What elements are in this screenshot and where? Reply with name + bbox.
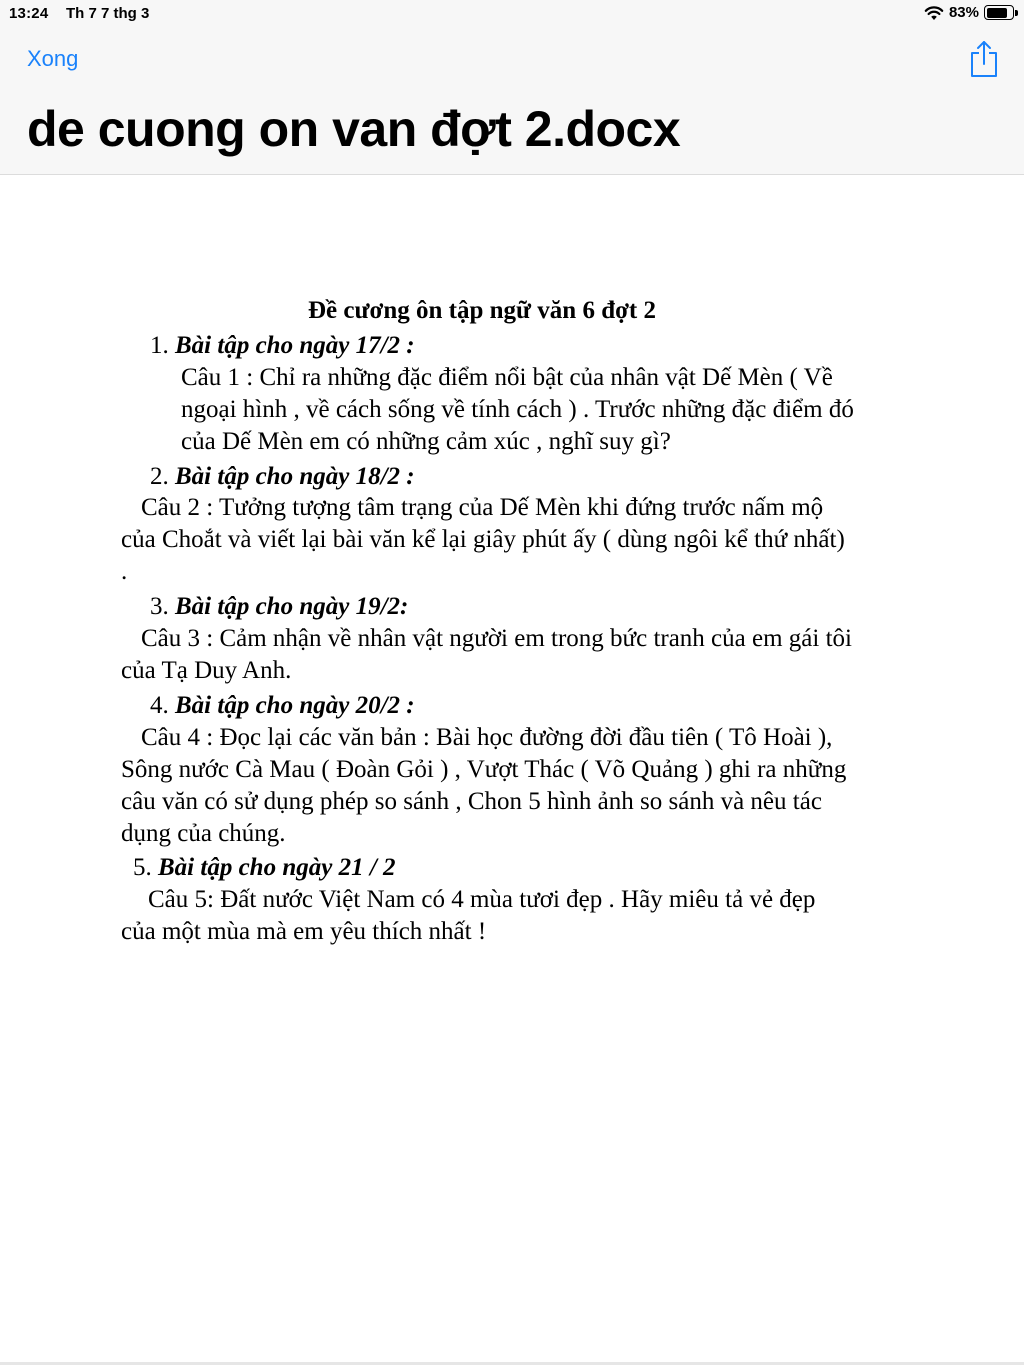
section-number: 4. [150, 692, 169, 719]
done-button[interactable]: Xong [27, 46, 79, 71]
section-number: 1. [150, 332, 169, 359]
section-heading [133, 852, 396, 884]
status-bar [0, 0, 1024, 28]
section-heading [150, 591, 408, 623]
battery-cap [1015, 10, 1018, 16]
document-heading: Đề cương ôn tập ngữ văn 6 đợt 2 [308, 297, 657, 324]
page-title: de cuong on van đợt 2.docx [27, 101, 681, 157]
section-heading [150, 690, 415, 722]
navigation-header [0, 0, 1024, 175]
share-icon [969, 40, 999, 78]
paragraph-line: Câu 5: Đất nước Việt Nam có 4 mùa tươi đẹp . Hãy miêu tả vẻ đẹp [148, 886, 816, 913]
paragraph-line: . [121, 558, 128, 585]
wifi-icon [924, 5, 944, 21]
battery-icon [984, 5, 1014, 20]
battery-level-fill [987, 8, 1008, 18]
section-title: Bài tập cho ngày 18/2 : [175, 463, 415, 490]
paragraph-line: Câu 1 : Chỉ ra những đặc điểm nổi bật của nhân vật Dế Mèn ( Về [181, 364, 833, 391]
section-title: Bài tập cho ngày 19/2: [175, 593, 409, 620]
paragraph-line: Câu 4 : Đọc lại các văn bản : Bài học đường đời đầu tiên ( Tô Hoài ), [141, 724, 833, 751]
share-button[interactable] [966, 40, 1002, 80]
section-number: 5. [133, 854, 152, 881]
status-indicators [924, 4, 1014, 21]
paragraph-line: Sông nước Cà Mau ( Đoàn Gỏi ) , Vượt Thác ( Võ Quảng ) ghi ra những [121, 756, 847, 783]
section-title: Bài tập cho ngày 17/2 : [175, 332, 415, 359]
paragraph-line: Câu 3 : Cảm nhận về nhân vật người em trong bức tranh của em gái tôi [141, 625, 852, 652]
section-heading [150, 330, 415, 362]
section-number: 3. [150, 593, 169, 620]
status-date: Th 7 7 thg 3 [66, 5, 150, 22]
paragraph-line: của Choắt và viết lại bài văn kể lại giây phút ấy ( dùng ngôi kể thứ nhất) [121, 526, 845, 553]
battery-percentage: 83% [948, 4, 979, 21]
paragraph-line: của một mùa mà em yêu thích nhất ! [121, 918, 487, 945]
document-page [0, 176, 1024, 1365]
section-number: 2. [150, 463, 169, 490]
paragraph-line: Câu 2 : Tưởng tượng tâm trạng của Dế Mèn khi đứng trước nấm mộ [141, 494, 824, 521]
status-time: 13:24 [9, 5, 49, 22]
paragraph-line: của Tạ Duy Anh. [121, 657, 292, 684]
section-title: Bài tập cho ngày 21 / 2 [158, 854, 396, 881]
paragraph-line: ngoại hình , về cách sống về tính cách ) . Trước những đặc điểm đó [181, 396, 854, 423]
paragraph-line: của Dế Mèn em có những cảm xúc , nghĩ suy gì? [181, 428, 671, 455]
section-heading [150, 461, 415, 493]
paragraph-line: dụng của chúng. [121, 820, 286, 847]
paragraph-line: câu văn có sử dụng phép so sánh , Chon 5 hình ảnh so sánh và nêu tác [121, 788, 822, 815]
section-title: Bài tập cho ngày 20/2 : [175, 692, 415, 719]
